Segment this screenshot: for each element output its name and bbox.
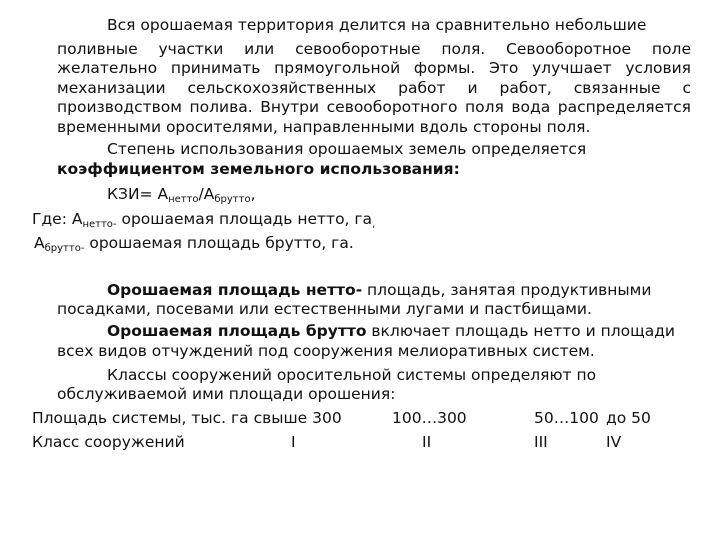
para4-line1-rest: включает площадь нетто и площади: [366, 322, 675, 340]
where-brutto-text: орошаемая площадь брутто, га.: [84, 234, 354, 252]
table-row2-col4: IV: [606, 433, 622, 451]
where-netto-text: орошаемая площадь нетто, га: [116, 210, 373, 228]
para4-line1: [107, 322, 675, 340]
para3-line1: [107, 281, 651, 299]
formula-sub-brutto: брутто: [214, 194, 251, 205]
para3-line1-rest: площадь, занятая продуктивными: [362, 281, 652, 299]
where-brutto-prefix: А: [34, 234, 45, 252]
where-netto-tail: ,: [372, 219, 376, 230]
para1-line4: механизации сельскохозяйственных работ и работ, связанные с: [57, 79, 691, 97]
formula-slash: /А: [198, 185, 215, 203]
table-row2-col3: III: [534, 433, 548, 451]
where-netto: [32, 210, 375, 228]
para3-line2: посадками, посевами или естественными лугами и пастбищами.: [57, 300, 592, 318]
para1-line3: желательно принимать прямоугольной формы. Это улучшает условия: [57, 59, 691, 77]
table-row2-label: Класс сооружений: [32, 433, 185, 451]
para1-line5: производством полива. Внутри севооборотного поля вода распределяется: [57, 98, 691, 116]
para5-line1: Классы сооружений оросительной системы определяют по: [107, 366, 597, 384]
table-row2-col2: II: [422, 433, 432, 451]
para2-line1: Степень использования орошаемых земель определяется: [107, 140, 587, 158]
table-row2-col1: I: [291, 433, 296, 451]
para1-line1: Вся орошаемая территория делится на сравнительно небольшие: [107, 16, 647, 34]
where-netto-prefix: Где: А: [32, 210, 83, 228]
where-brutto: [34, 234, 354, 252]
where-netto-sub: нетто-: [82, 219, 117, 230]
formula-sub-netto: нетто: [168, 194, 199, 205]
where-brutto-sub: брутто-: [44, 243, 85, 254]
table-row1-label: Площадь системы, тыс. га свыше 300: [32, 409, 342, 427]
table-row1-col2: 100…300: [392, 409, 467, 427]
para5-line2: обслуживаемой ими площади орошения:: [57, 385, 396, 403]
para4-line2: всех видов отчуждений под сооружения мелиоративных систем.: [57, 342, 595, 360]
para1-line2: поливные участки или севооборотные поля. Севооборотное поле: [57, 40, 691, 58]
formula-kzi: [107, 185, 256, 203]
para3-term: Орошаемая площадь нетто-: [107, 281, 363, 299]
para2-line2-bold: коэффициентом земельного использования:: [57, 160, 460, 178]
formula-lhs: КЗИ= А: [107, 185, 169, 203]
para4-term: Орошаемая площадь брутто: [107, 322, 367, 340]
formula-tail: ,: [250, 185, 256, 203]
para1-line6: временными оросителями, направленными вдоль стороны поля.: [57, 118, 591, 136]
table-row1-col4: до 50: [606, 409, 651, 427]
table-row1-col3: 50…100: [534, 409, 599, 427]
